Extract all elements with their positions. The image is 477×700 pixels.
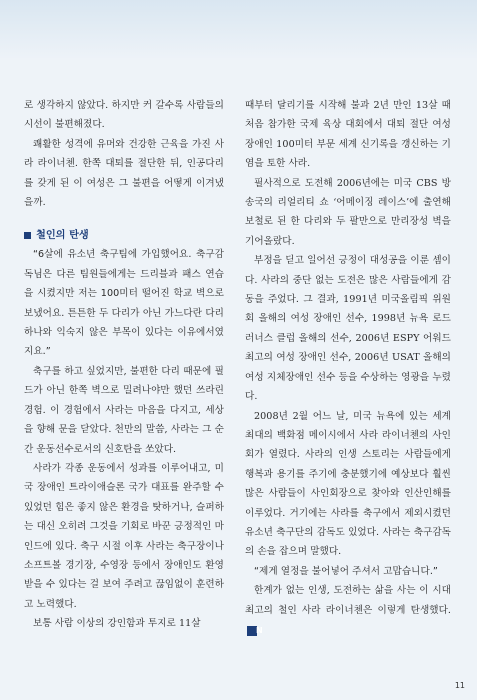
paragraph: 2008년 2월 어느 날, 미국 뉴욕에 있는 세계 최대의 백화점 메이시에서 사라 라이너첸의 사인회가 열렸다. 사라의 인생 스토리는 사람들에게 행복과 용기를 주기에 충분했기에 예상보다 훨씬 많은 사람들이 사인회장으로 찾아와 인산인해를 이루었다. 거기에는 사라를 축구에서 제외시켰던 유소년 축구단의 감독도 있었다. 사라는 축구감독의 손을 잡으며 말했다. (245, 410, 451, 558)
paragraph: 로 생각하지 않았다. 하지만 커 갈수록 사람들의 시선이 불편해졌다. (24, 100, 224, 131)
paragraph: 쾌활한 성격에 유머와 건강한 근육을 가진 사라 라이너첸. 한쪽 대퇴를 절단한 뒤, 인공다리를 갖게 된 이 여성은 그 불편을 어떻게 이겨냈을까. (24, 138, 224, 209)
paragraph: 보통 사람 이상의 강인함과 투지로 11살 (33, 618, 201, 630)
quote-paragraph: “6살에 유소년 축구팀에 가입했어요. 축구감독님은 다른 팀원들에게는 드리블과 패스 연습을 시켰지만 저는 100미터 떨어진 학교 벽으로 보냈어요. 튼튼한 두 다리가 아닌 가느다란 다리 하나와 익숙지 않은 부목이 있다는 이유에서였지요.” (24, 249, 224, 358)
page-header-band (0, 0, 477, 60)
paragraph: 때부터 달리기를 시작해 불과 2년 만인 13살 때 처음 참가한 국제 육상 대회에서 대퇴 절단 여성 장애인 100미터 부문 세계 신기록을 갱신하는 기염을 토한 사라. (245, 100, 451, 170)
end-mark-icon: N (247, 626, 257, 636)
right-column (245, 96, 451, 639)
left-column (24, 96, 224, 634)
paragraph: 필사적으로 도전해 2006년에는 미국 CBS 방송국의 리얼리티 쇼 ‘어메이징 레이스’에 출연해 보철로 된 한 다리와 두 팔만으로 만리장성 벽을 기어올랐다. (245, 177, 451, 247)
closing-text: 한계가 없는 인생, 도전하는 삶을 사는 이 시대 최고의 철인 사라 라이너첸은 이렇게 탄생했다. (245, 585, 451, 616)
section-heading-text: 철인의 탄생 (36, 230, 89, 242)
section-heading (24, 226, 224, 245)
paragraph: 부정을 딛고 일어선 긍정이 대성공을 이룬 셈이다. 사라의 중단 없는 도전은 많은 사람들에게 감동을 주었다. 그 결과, 1991년 미국올림픽 위원회 올해의 여성 장애인 선수, 1998년 뉴욕 로드 러너스 클럽 올해의 선수, 2006년 ESPY 어워드 최고의 여성 장애인 선수, 2006년 USAT 올해의 여성 지체장애인 선수 등을 수상하는 영광을 누렸다. (245, 255, 451, 403)
page-number: 11 (454, 681, 465, 690)
paragraph: 축구를 하고 싶었지만, 불편한 다리 때문에 필드가 아닌 한쪽 벽으로 밀려나야만 했던 쓰라린 경험. 이 경험에서 사라는 마음을 다지고, 세상을 향해 문을 닫았다. 천만의 말씀, 사라는 그 순간 운동선수로서의 신호탄을 쏘았다. (24, 365, 224, 455)
square-bullet-icon (24, 232, 31, 239)
closing-paragraph (245, 581, 451, 639)
paragraph: 사라가 각종 운동에서 성과를 이루어내고, 미국 장애인 트라이애슬론 국가 대표를 완주할 수 있었던 힘은 좋지 않은 환경을 탓하거나, 슬퍼하는 대신 오히려 그것을 기회로 바꾼 긍정적인 마인드에 있다. 축구 시절 이후 사라는 축구장이나 소프트볼 경기장, 수영장 등에서 장애인도 환영받을 수 있다는 걸 보여 주려고 끊임없이 훈련하고 노력했다. (24, 462, 224, 610)
quote-paragraph: “제게 열정을 불어넣어 주셔서 고맙습니다.” (254, 565, 438, 577)
